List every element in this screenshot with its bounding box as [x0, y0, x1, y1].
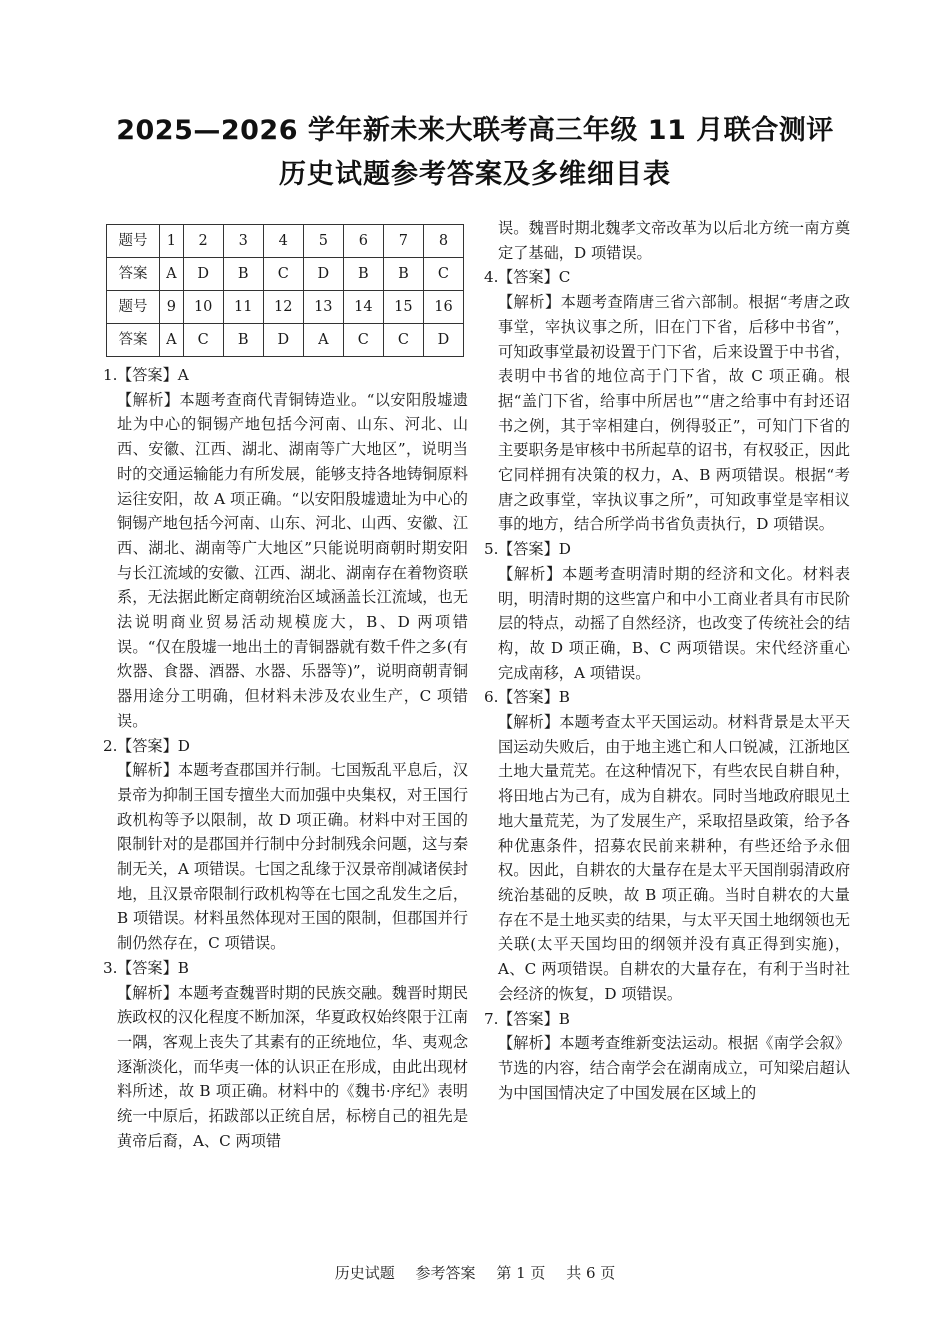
table-cell: B	[343, 258, 383, 291]
question-3	[103, 956, 468, 1154]
table-row	[107, 225, 464, 258]
question-1	[103, 363, 468, 734]
table-cell: 4	[263, 225, 303, 258]
table-cell: C	[183, 324, 223, 357]
table-cell: D	[303, 258, 343, 291]
table-cell: 8	[423, 225, 463, 258]
table-cell: C	[343, 324, 383, 357]
table-cell: D	[183, 258, 223, 291]
page-subtitle: 历史试题参考答案及多维细目表	[279, 159, 671, 190]
table-cell: A	[303, 324, 343, 357]
question-3-analysis: 【解析】本题考查魏晋时期的民族交融。魏晋时期民族政权的汉化程度不断加深，华夏政权始终限于江南一隅，客观上丧失了其素有的正统地位，华、夷观念逐渐淡化，而华夷一体的认识正在形成，由此出现材料所述，故 B 项正确。材料中的《魏书·序纪》表明统一中原后，拓跋部以正统自居，标榜自己的祖先是黄帝后裔，A、C 两项错	[117, 983, 468, 1150]
question-2-answer: 2.【答案】D	[103, 736, 190, 755]
table-cell: 14	[343, 291, 383, 324]
question-4-answer: 4.【答案】C	[484, 268, 571, 287]
question-7-answer: 7.【答案】B	[484, 1009, 570, 1028]
question-2	[103, 734, 468, 956]
table-row	[107, 291, 464, 324]
question-5-analysis: 【解析】本题考查明清时期的经济和文化。材料表明，明清时期的这些富户和中小工商业者具有市民阶层的特点，动摇了自然经济，也改变了传统社会的结构，故 D 项正确，B、C 两项错误。宋代经济重心完成南移，A 项错误。	[498, 564, 850, 682]
question-3-answer: 3.【答案】B	[103, 958, 189, 977]
question-5	[484, 537, 850, 685]
table-cell: 9	[160, 291, 184, 324]
question-1-answer: 1.【答案】A	[103, 366, 189, 384]
question-4-analysis: 【解析】本题考查隋唐三省六部制。根据“考唐之政事堂，宰执议事之所，旧在门下省，后移中书省”，可知政事堂最初设置于门下省，后来设置于中书省，表明中书省的地位高于门下省，故 C 项正确。根据“盖门下省，给事中所居也”“唐之给事中有封还诏书之例，其于宰相建白，例得驳正”，可知门下省的主要职务是审核中书所起草的诏书，有权驳正，因此它同样拥有决策的权力，A、B 两项错误。根据“考唐之政事堂，宰执议事之所”，可知政事堂是宰相议事的地方，结合所学尚书省负责执行，D 项错误。	[498, 293, 850, 534]
table-cell: C	[423, 258, 463, 291]
table-cell: 16	[423, 291, 463, 324]
question-3-analysis-continued: 误。魏晋时期北魏孝文帝改革为以后北方统一南方奠定了基础，D 项错误。	[498, 219, 850, 262]
left-column	[103, 224, 468, 1154]
question-5-answer: 5.【答案】D	[484, 540, 571, 559]
table-cell: C	[383, 324, 423, 357]
question-6-answer: 6.【答案】B	[484, 688, 570, 707]
footer-total-pages: 共 6 页	[566, 1264, 616, 1282]
table-cell: A	[160, 324, 184, 357]
question-6-analysis: 【解析】本题考查太平天国运动。材料背景是太平天国运动失败后，由于地主逃亡和人口锐减，江浙地区土地大量荒芜。在这种情况下，有些农民自耕自种，将田地占为己有，成为自耕农。同时当地政府眼见土地大量荒芜，为了发展生产，采取招垦政策，给予各种优惠条件，招募农民前来耕种，有些还给予永佃权。因此，自耕农的大量存在是太平天国削弱清政府统治基础的反映，故 B 项正确。当时自耕农的大量存在不是土地买卖的结果，与太平天国土地纲领也无关联(太平天国均田的纲领并没有真正得到实施)，A、C 两项错误。自耕农的大量存在，有利于当时社会经济的恢复，D 项错误。	[498, 713, 850, 1003]
table-cell: B	[223, 258, 263, 291]
table-cell: 5	[303, 225, 343, 258]
table-cell: 2	[183, 225, 223, 258]
table-cell: 10	[183, 291, 223, 324]
table-cell: D	[423, 324, 463, 357]
question-7-analysis: 【解析】本题考查维新变法运动。根据《南学会叙》节选的内容，结合南学会在湖南成立，可知梁启超认为中国国情决定了中国发展在区域上的	[498, 1034, 850, 1102]
table-cell: B	[223, 324, 263, 357]
table-row	[107, 324, 464, 357]
table-row	[107, 258, 464, 291]
question-1-analysis: 【解析】本题考查商代青铜铸造业。“以安阳殷墟遗址为中心的铜锡产地包括今河南、山东、河北、山西、安徽、江西、湖北、湖南等广大地区”，说明当时的交通运输能力有所发展，能够支持各地铸铜原料运往安阳，故 A 项正确。“以安阳殷墟遗址为中心的铜锡产地包括今河南、山东、河北、山西、安徽、江西、湖北、湖南等广大地区”只能说明商朝时期安阳与长江流域的安徽、江西、湖北、湖南存在着物资联系，无法据此断定商朝统治区域涵盖长江流域，也无法说明商业贸易活动规模庞大，B、D 两项错误。“仅在殷墟一地出土的青铜器就有数千件之多(有炊器、食器、酒器、水器、乐器等)”，说明商朝青铜器用途分工明确，但材料未涉及农业生产，C 项错误。	[117, 390, 468, 730]
table-cell: 题号	[107, 291, 160, 324]
question-7	[484, 1007, 850, 1106]
question-6	[484, 685, 850, 1006]
question-2-analysis: 【解析】本题考查郡国并行制。七国叛乱平息后，汉景帝为抑制王国专擅坐大而加强中央集权，对王国行政机构等予以限制，故 D 项正确。材料中对王国的限制针对的是郡国并行制中分封制残余问题，这与秦制无关，A 项错误。七国之乱缘于汉景帝削减诸侯封地，且汉景帝限制行政机构等在七国之乱发生之后，B 项错误。材料虽然体现对王国的限制，但郡国并行制仍然存在，C 项错误。	[117, 761, 468, 953]
table-cell: 1	[160, 225, 184, 258]
table-cell: 答案	[107, 258, 160, 291]
table-cell: 7	[383, 225, 423, 258]
footer-doc: 参考答案	[415, 1264, 476, 1282]
table-cell: B	[383, 258, 423, 291]
right-column	[484, 216, 850, 1105]
table-cell: 12	[263, 291, 303, 324]
answer-table	[106, 224, 464, 357]
table-cell: 3	[223, 225, 263, 258]
page-title: 2025—2026 学年新未来大联考高三年级 11 月联合测评	[116, 115, 834, 146]
footer-page-number: 第 1 页	[496, 1264, 546, 1282]
table-cell: 题号	[107, 225, 160, 258]
table-cell: 11	[223, 291, 263, 324]
footer-subject: 历史试题	[334, 1264, 395, 1282]
table-cell: D	[263, 324, 303, 357]
table-cell: 6	[343, 225, 383, 258]
table-cell: 15	[383, 291, 423, 324]
page-footer	[0, 1262, 950, 1283]
question-4	[484, 265, 850, 537]
table-cell: 答案	[107, 324, 160, 357]
table-cell: 13	[303, 291, 343, 324]
table-cell: A	[160, 258, 184, 291]
table-cell: C	[263, 258, 303, 291]
